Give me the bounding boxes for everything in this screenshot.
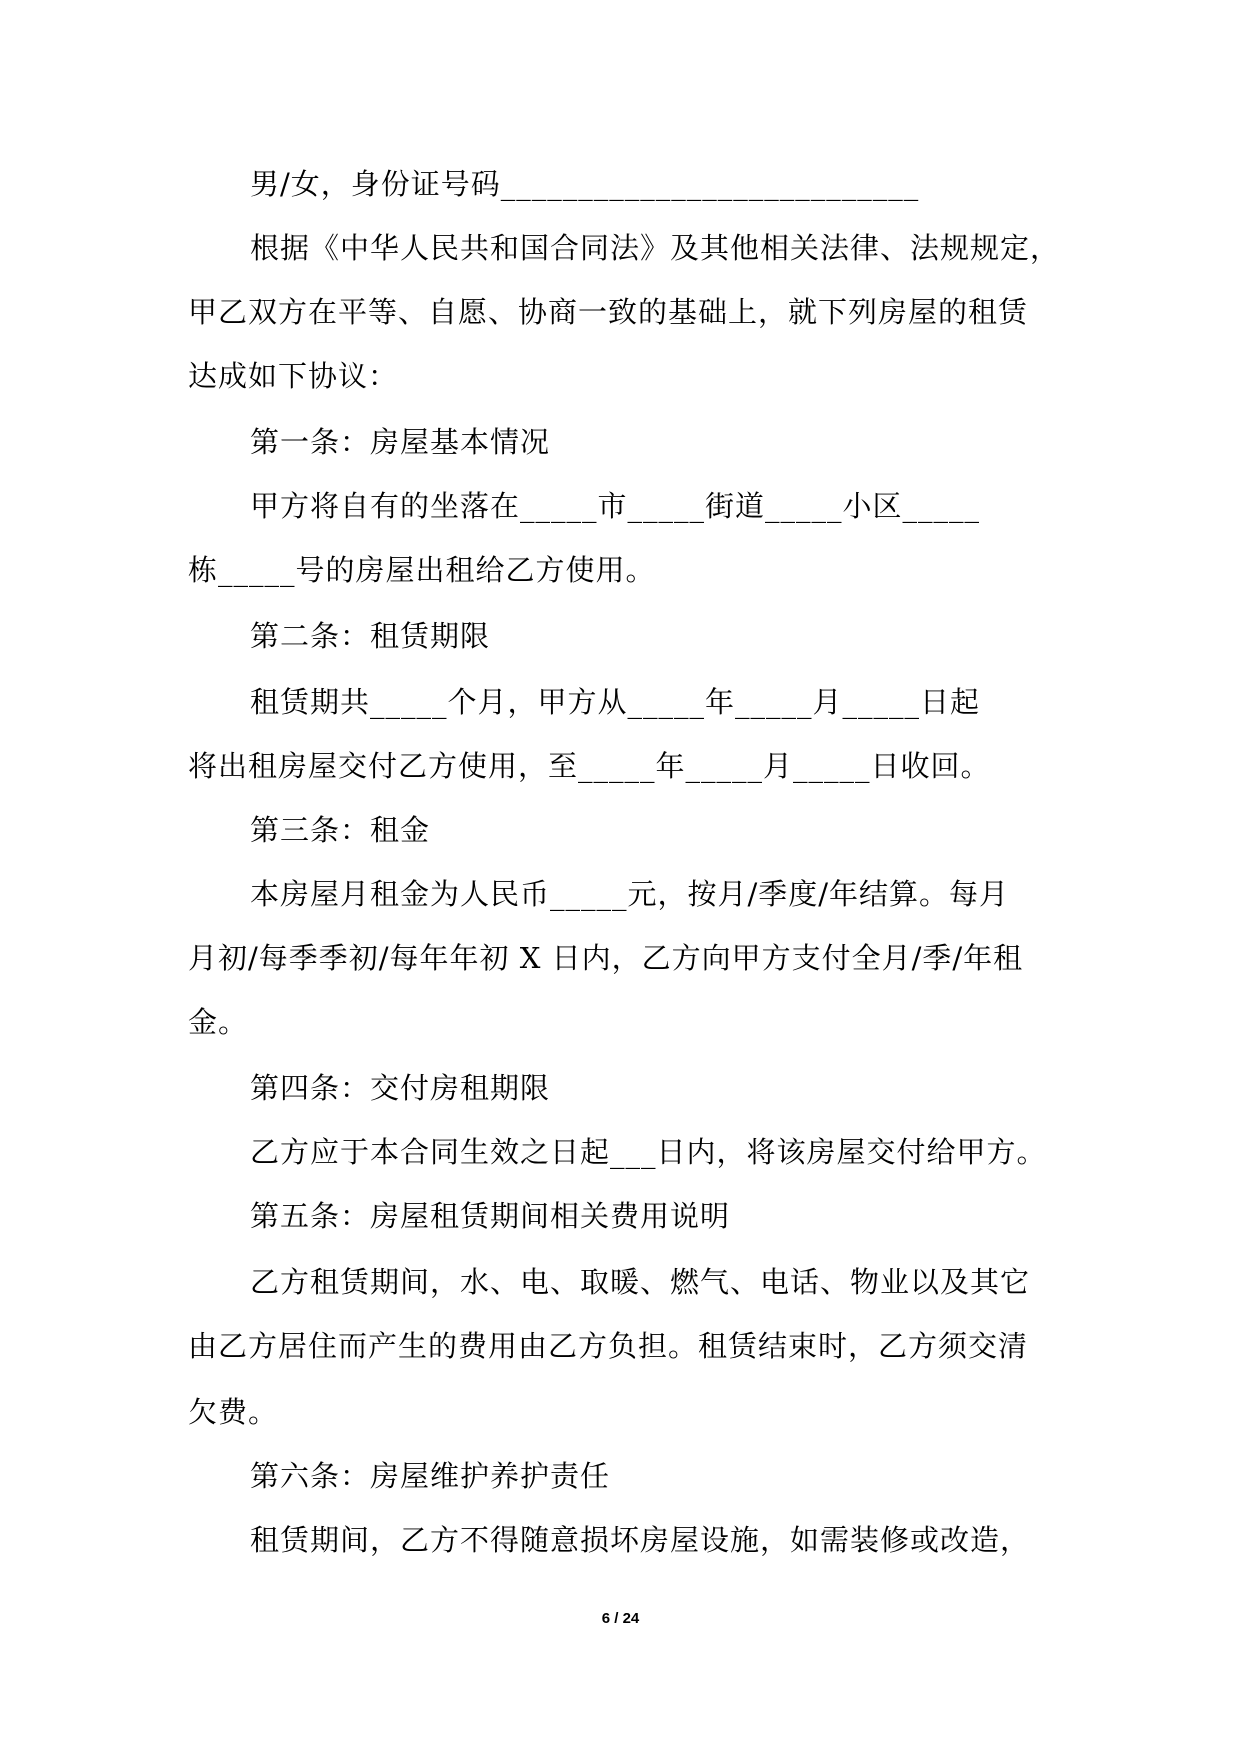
text-line: 欠费。 bbox=[188, 1395, 279, 1429]
section-heading-1: 第一条：房屋基本情况 bbox=[250, 425, 551, 459]
section-heading-4: 第四条：交付房租期限 bbox=[250, 1071, 551, 1105]
text-line: 乙方租赁期间，水、电、取暖、燃气、电话、物业以及其它 bbox=[250, 1265, 1031, 1299]
page-number: 6 / 24 bbox=[601, 1610, 640, 1627]
text-line: 由乙方居住而产生的费用由乙方负担。租赁结束时，乙方须交清 bbox=[188, 1329, 1029, 1363]
text-line: 金。 bbox=[188, 1005, 249, 1039]
text-line: 月初/每季季初/每年年初 X 日内，乙方向甲方支付全月/季/年租 bbox=[188, 941, 1024, 975]
text-line: 甲乙双方在平等、自愿、协商一致的基础上，就下列房屋的租赁 bbox=[188, 295, 1029, 329]
text-line: 本房屋月租金为人民币_____元，按月/季度/年结算。每月 bbox=[250, 877, 1010, 911]
text-line: 甲方将自有的坐落在_____市_____街道_____小区_____ bbox=[250, 489, 981, 523]
text-line: 达成如下协议： bbox=[188, 359, 399, 393]
text-line: 将出租房屋交付乙方使用，至_____年_____月_____日收回。 bbox=[188, 749, 991, 783]
text-line: 乙方应于本合同生效之日起___日内，将该房屋交付给甲方。 bbox=[250, 1135, 1047, 1169]
text-line: 租赁期间，乙方不得随意损坏房屋设施，如需装修或改造， bbox=[250, 1523, 1031, 1557]
section-heading-5: 第五条：房屋租赁期间相关费用说明 bbox=[250, 1199, 731, 1233]
section-heading-2: 第二条：租赁期限 bbox=[250, 619, 491, 653]
section-heading-3: 第三条：租金 bbox=[250, 813, 431, 847]
text-line: 栋_____号的房屋出租给乙方使用。 bbox=[188, 553, 656, 587]
text-line: 根据《中华人民共和国合同法》及其他相关法律、法规规定， bbox=[250, 231, 1061, 265]
text-line: 男/女，身份证号码___________________________ bbox=[250, 167, 920, 201]
text-line: 租赁期共_____个月，甲方从_____年_____月_____日起 bbox=[250, 685, 981, 719]
section-heading-6: 第六条：房屋维护养护责任 bbox=[250, 1459, 611, 1493]
